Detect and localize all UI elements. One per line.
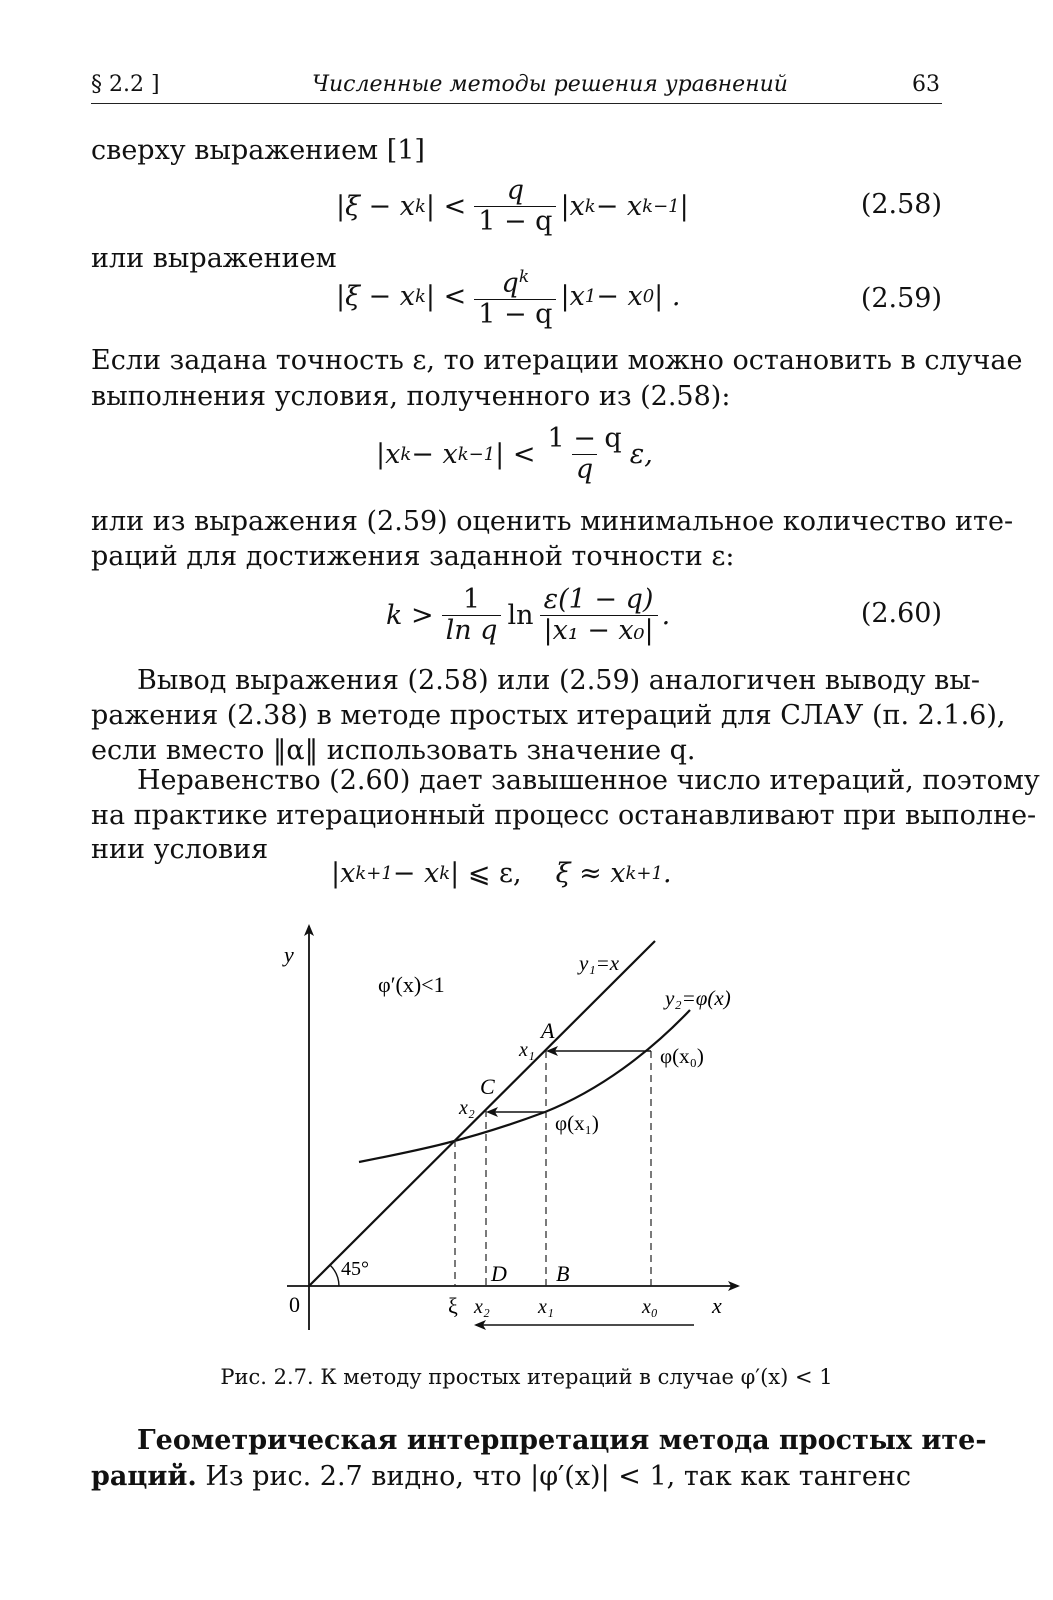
running-title: Численные методы решения уравнений: [312, 72, 788, 97]
text-line: Если задана точность ε, то итерации можно остановить в случае: [91, 345, 1023, 376]
figure-caption: Рис. 2.7. К методу простых итераций в случае φ′(x) < 1: [220, 1365, 833, 1389]
section-heading: Геометрическая интерпретация метода простых ите-: [137, 1425, 987, 1456]
equation-number: (2.60): [860, 598, 942, 629]
condition-label: φ′(x)<1: [378, 972, 445, 997]
text-line: или выражением: [91, 243, 337, 274]
text-line: Неравенство (2.60) дает завышенное число итераций, поэтому: [137, 765, 1040, 796]
text-line: раций. Из рис. 2.7 видно, что |φ′(x)| < 1, так как тангенс: [91, 1461, 912, 1492]
equation-number: (2.59): [860, 283, 942, 314]
curve-y2-phi: [359, 1010, 690, 1162]
text-line: раций для достижения заданной точности ε:: [91, 541, 735, 572]
angle-arc: [330, 1265, 339, 1286]
equation-2-59: |ξ − x k | < $\frac{q^k}{1 - q}$ |x 1 − x 0 | .: [336, 267, 681, 330]
equation-stop-final: |x k+1 − x k | ⩽ ε, ξ ≈ x k+1 .: [331, 858, 672, 889]
equation-2-58: |ξ − x k | < $\frac{q}{1 - q}$ |x k − x k−1 |: [336, 175, 689, 237]
curve2-label: y₂=φ(x): [665, 986, 731, 1010]
equation-stop-condition: |x k − x k−1 | < $\frac{1 - q}{q}$ ε,: [376, 423, 653, 485]
x-axis-label: x: [712, 1293, 722, 1318]
text-line: на практике итерационный процесс останавливают при выполне-: [91, 800, 1037, 831]
tick-x2-label: x₂: [474, 1296, 490, 1318]
text-line: или из выражения (2.59) оценить минимальное количество ите-: [91, 506, 1014, 537]
text-line: ражения (2.38) в методе простых итераций для СЛАУ (п. 2.1.6),: [91, 700, 1006, 731]
text-line: выполнения условия, полученного из (2.58):: [91, 381, 731, 412]
tick-x1-label: x₁: [538, 1296, 554, 1318]
point-x2-label: x₂: [459, 1097, 475, 1119]
y-axis-label: y: [284, 942, 294, 967]
text-line: сверху выражением [1]: [91, 135, 425, 166]
text-line: Вывод выражения (2.58) или (2.59) аналогичен выводу вы-: [137, 665, 980, 696]
tick-xi-label: ξ: [448, 1293, 458, 1318]
text-line: если вместо ‖α‖ использовать значение q.: [91, 735, 696, 766]
phi-x1-label: φ(x₁): [555, 1111, 599, 1135]
angle-label: 45°: [341, 1258, 369, 1280]
origin-label: 0: [289, 1292, 300, 1317]
point-A-label: A: [541, 1018, 555, 1043]
tick-x0-label: x₀: [642, 1296, 658, 1318]
point-D-label: D: [491, 1261, 507, 1286]
page-number: 63: [912, 72, 940, 97]
line-y1-equals-x: [309, 941, 655, 1286]
section-number: § 2.2 ]: [91, 72, 160, 97]
point-C-label: C: [480, 1074, 495, 1099]
text-line: нии условия: [91, 834, 269, 865]
point-B-label: B: [556, 1261, 570, 1286]
equation-2-60: k > $\frac{1}{\text{ln q}}$ ln $\frac{\varepsilon(1 - q)}{\text{|x₁ − x₀|}}$ .: [386, 584, 671, 646]
phi-x0-label: φ(x₀): [660, 1044, 704, 1068]
equation-number: (2.58): [860, 189, 942, 220]
line1-label: y₁=x: [579, 951, 620, 975]
point-x1-label: x₁: [519, 1039, 535, 1061]
